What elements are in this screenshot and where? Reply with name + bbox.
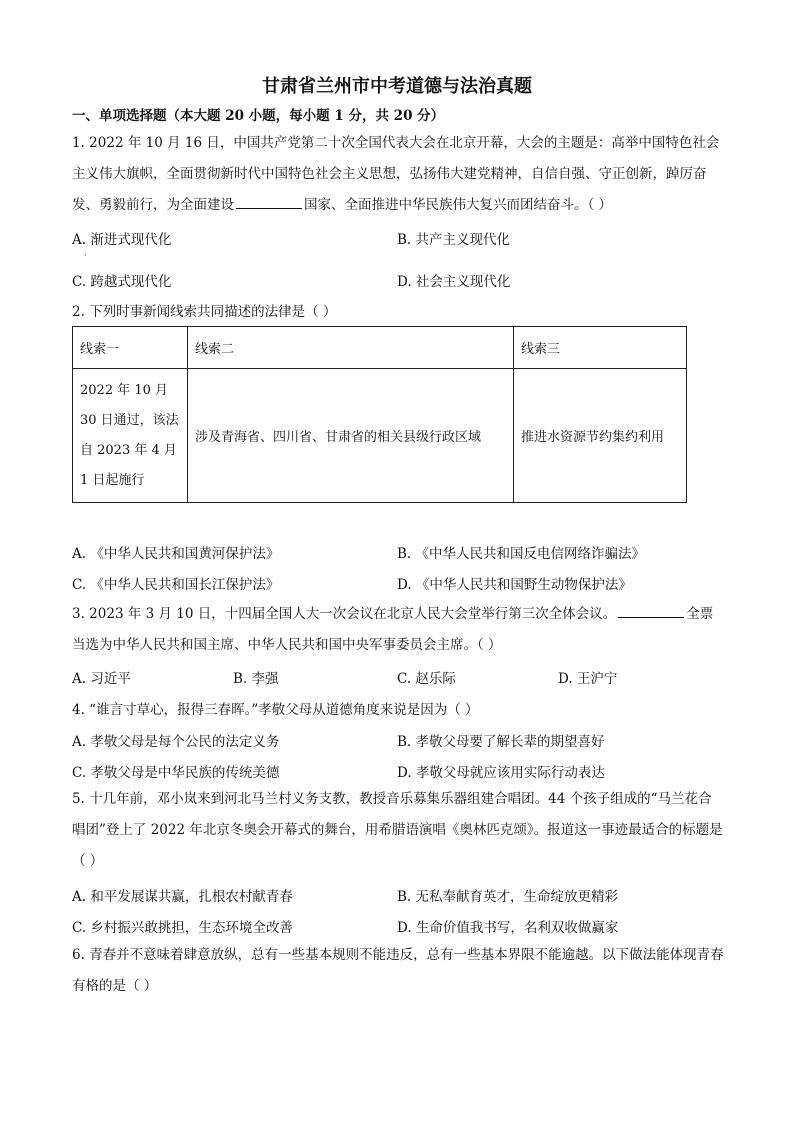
page-title: 甘肃省兰州市中考道德与法治真题 — [262, 76, 532, 97]
option: A. 和平发展谋共赢，扎根农村献青春 — [72, 889, 293, 905]
option: B. 共产主义现代化 — [397, 232, 511, 248]
option: B. 孝敬父母要了解长辈的期望喜好 — [397, 734, 605, 750]
table-header-cell: 线索三 — [514, 327, 687, 369]
option: A. 《中华人民共和国黄河保护法》 — [72, 546, 280, 562]
table-header-cell: 线索一 — [73, 327, 188, 369]
option: A. 孝敬父母是每个公民的法定义务 — [72, 734, 280, 750]
question-4-stem: 4. “谁言寸草心，报得三春晖。”孝敬父母从道德角度来说是因为（ ） — [72, 702, 479, 718]
option: D. 王沪宁 — [558, 671, 618, 687]
question-5-stem: 5. 十几年前，邓小岚来到河北马兰村义务支教，教授音乐募集乐器组建合唱团。44 个孩子组成的“马兰花合唱团”登上了 2022 年北京冬奥会开幕式的舞台，用希腊语演唱《奥林匹克颂》。报道这一事迹最适合的标题是（ ） — [72, 791, 723, 869]
question-6-stem: 6. 青春并不意味着肆意放纵，总有一些基本规则不能违反，总有一些基本界限不能逾越。以下做法能体现青春有格的是（ ） — [72, 947, 724, 994]
clue-table — [72, 326, 687, 503]
answer-blank — [236, 194, 302, 209]
stray-dot: · — [84, 251, 87, 260]
option: D. 孝敬父母就应该用实际行动表达 — [397, 765, 605, 781]
table-cell: 2022 年 10 月 30 日通过，该法自 2023 年 4 月 1 日起施行 — [73, 369, 188, 503]
table-header-row — [73, 327, 687, 369]
option: C. 《中华人民共和国长江保护法》 — [72, 577, 280, 593]
answer-blank — [618, 603, 684, 618]
option: D. 生命价值我书写，名利双收做赢家 — [397, 920, 619, 936]
option: B. 无私奉献育英才，生命绽放更精彩 — [397, 889, 619, 905]
question-2-stem: 2. 下列时事新闻线索共同描述的法律是（ ） — [72, 304, 337, 320]
option: B. 李强 — [233, 671, 279, 687]
question-3-stem: 3. 2023 年 3 月 10 日，十四届全国人大一次会议在北京人民大会堂举行第三次全体会议。 全票当选为中华人民共和国主席、中华人民共和国中央军事委员会主席。（ ） — [72, 599, 724, 661]
option: A. 渐进式现代化 — [72, 232, 172, 248]
option: D. 社会主义现代化 — [397, 274, 511, 290]
option: C. 跨越式现代化 — [72, 274, 172, 290]
question-1-stem: 1. 2022 年 10 月 16 日，中国共产党第二十次全国代表大会在北京开幕，大会的主题是：高举中国特色社会主义伟大旗帜，全面贯彻新时代中国特色社会主义思想，弘扬伟大建党精神，自信自强、守正创新，踔厉奋发、勇毅前行，为全面建设 国家、全面推进中华民族伟大复兴而团结奋斗。（ ） — [72, 135, 720, 213]
option: B. 《中华人民共和国反电信网络诈骗法》 — [397, 546, 646, 562]
table-cell: 推进水资源节约集约利用 — [514, 369, 687, 503]
option: D. 《中华人民共和国野生动物保护法》 — [397, 577, 632, 593]
section-heading: 一、单项选择题（本大题 20 小题，每小题 1 分，共 20 分） — [72, 108, 445, 124]
table-header-cell: 线索二 — [188, 327, 514, 369]
option: A. 习近平 — [72, 671, 131, 687]
option: C. 乡村振兴敢挑担，生态环境全改善 — [72, 920, 293, 936]
table-row — [73, 369, 687, 503]
option: C. 赵乐际 — [397, 671, 456, 687]
option: C. 孝敬父母是中华民族的传统美德 — [72, 765, 280, 781]
table-cell: 涉及青海省、四川省、甘肃省的相关县级行政区域 — [188, 369, 514, 503]
